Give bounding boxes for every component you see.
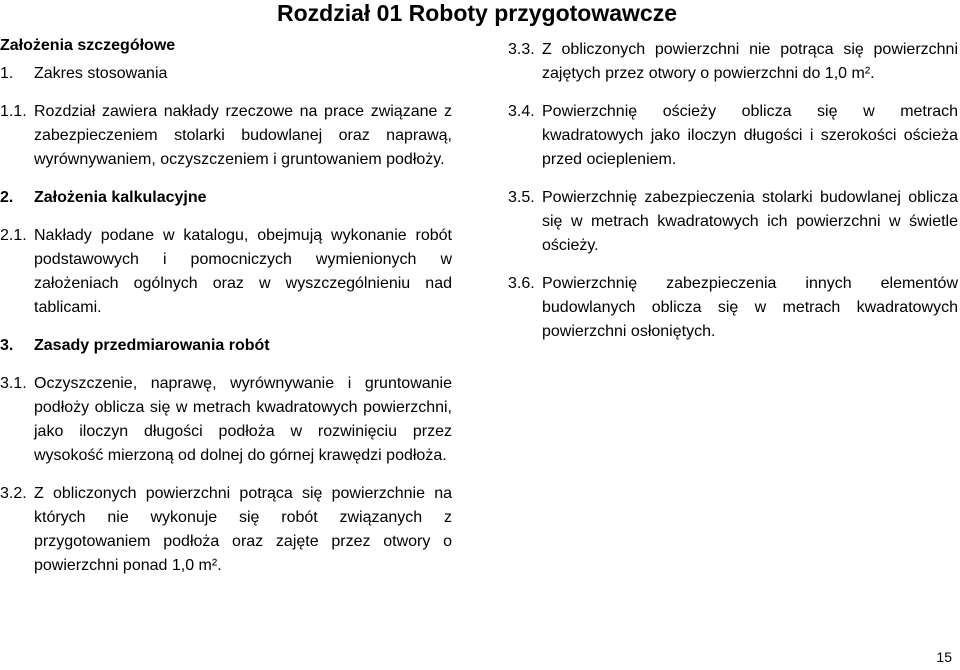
chapter-title: Rozdział 01 Roboty przygotowawcze [277, 0, 677, 26]
section-number: 1. [0, 65, 14, 82]
section-number: 2. [0, 189, 14, 206]
paragraph-3-4 [508, 100, 958, 172]
section-number: 3. [0, 337, 14, 354]
paragraph-2-1 [0, 224, 452, 320]
paragraph-number: 3.3. [508, 41, 535, 58]
paragraph-number: 3.5. [508, 189, 535, 206]
paragraph-text: Nakłady podane w katalogu, obejmują wykonanie robót podstawowych i pomocniczych wymienionych w założeniach ogólnych oraz w wyszczególnieniu nad tablicami. [34, 227, 452, 316]
paragraph-number: 1.1. [0, 103, 27, 120]
paragraph-3-5 [508, 186, 958, 258]
paragraph-3-1 [0, 372, 452, 468]
paragraph-text: Powierzchnię zabezpieczenia innych elementów budowlanych oblicza się w metrach kwadratowych powierzchni osłoniętych. [542, 275, 958, 340]
left-column [0, 34, 452, 578]
paragraph-3-3 [508, 38, 958, 86]
page-number: 15 [936, 649, 952, 665]
section-header: Założenia szczegółowe [0, 37, 176, 54]
section-heading-measurement-rules [0, 334, 452, 358]
paragraph-number: 3.6. [508, 275, 535, 292]
section-title: Zasady przedmiarowania robót [34, 337, 270, 354]
section-heading-scope [0, 62, 452, 86]
paragraph-text: Z obliczonych powierzchni potrąca się powierzchnie na których nie wykonuje się robót związanych z przygotowaniem podłoża oraz zajęte przez otwory o powierzchni ponad 1,0 m². [34, 485, 452, 574]
paragraph-text: Oczyszczenie, naprawę, wyrównywanie i gruntowanie podłoży oblicza się w metrach kwadratowych powierzchni, jako iloczyn długości podłoża w rozwinięciu przez wysokość mierzoną od dolnej do górnej krawędzi podłoża. [34, 375, 452, 464]
section-title: Założenia kalkulacyjne [34, 189, 207, 206]
paragraph-number: 3.4. [508, 103, 535, 120]
paragraph-text: Rozdział zawiera nakłady rzeczowe na prace związane z zabezpieczeniem stolarki budowlanej oraz naprawą, wyrównywaniem, oczyszczeniem i gruntowaniem podłoży. [34, 103, 452, 168]
right-column [508, 38, 958, 344]
paragraph-number: 2.1. [0, 227, 27, 244]
paragraph-3-2 [0, 482, 452, 578]
section-heading-assumptions [0, 186, 452, 210]
paragraph-3-6 [508, 272, 958, 344]
paragraph-number: 3.1. [0, 375, 27, 392]
section-title: Zakres stosowania [34, 65, 168, 82]
paragraph-text: Powierzchnię ościeży oblicza się w metrach kwadratowych jako iloczyn długości i szerokości ościeża przed ociepleniem. [542, 103, 958, 168]
paragraph-1-1 [0, 100, 452, 172]
paragraph-text: Powierzchnię zabezpieczenia stolarki budowlanej oblicza się w metrach kwadratowych ich powierzchni w świetle ościeży. [542, 189, 958, 254]
paragraph-number: 3.2. [0, 485, 27, 502]
paragraph-text: Z obliczonych powierzchni nie potrąca się powierzchni zajętych przez otwory o powierzchni do 1,0 m². [542, 41, 958, 82]
